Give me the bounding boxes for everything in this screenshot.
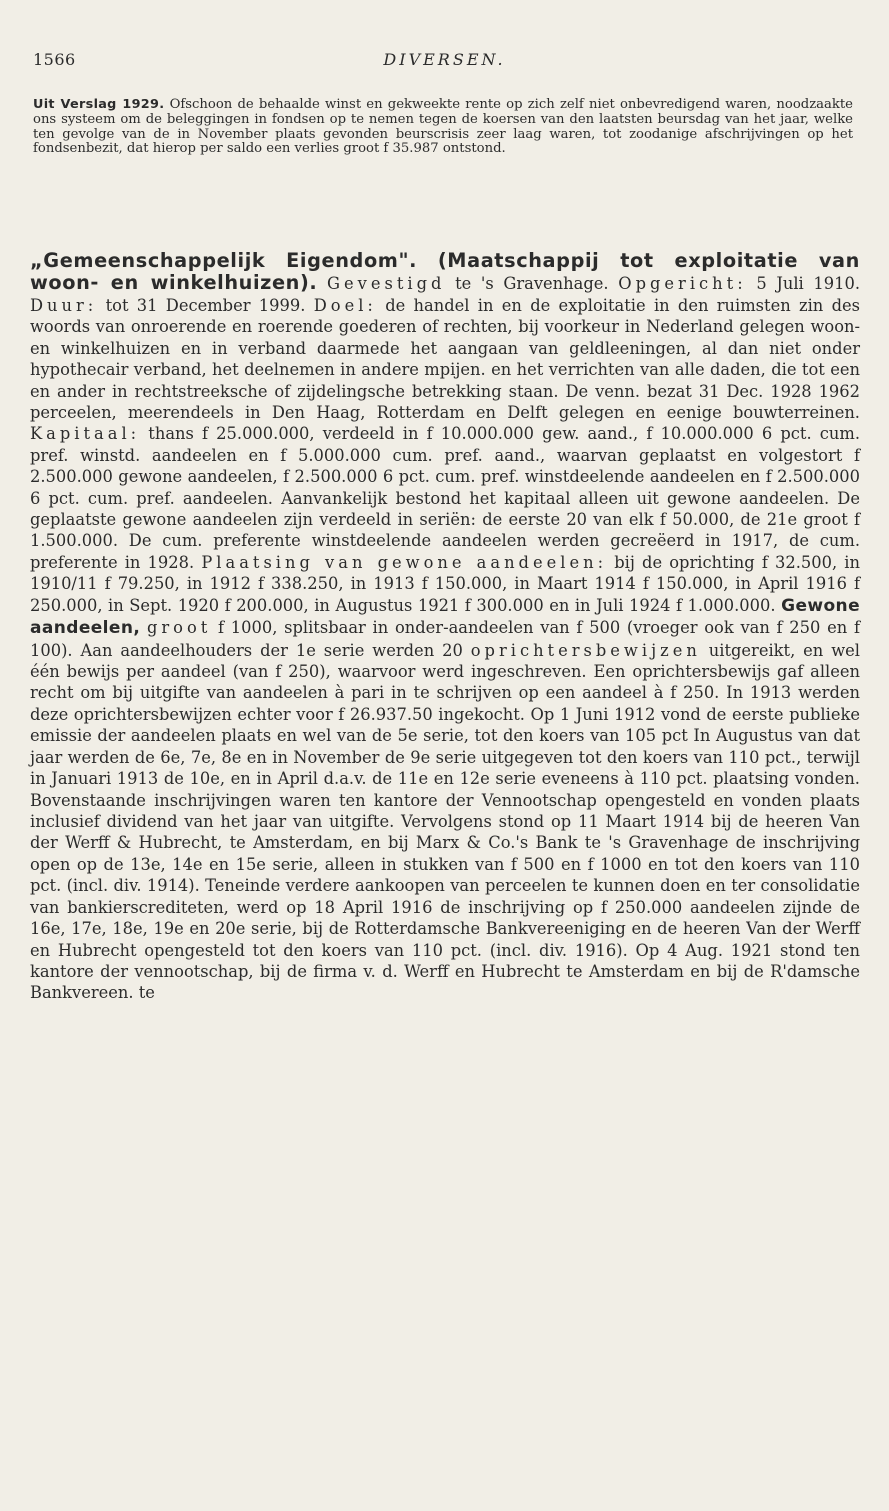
article-text-3: 5 Juli 1910. bbox=[746, 274, 860, 294]
article-heading: „Gemeenschappelijk Eigendom". (Maatschappij tot exploitatie van woon- en winkelhuizen). bbox=[30, 249, 860, 295]
label-kapitaal: Kapitaal: bbox=[30, 424, 141, 444]
report-lead: Uit Verslag 1929. bbox=[33, 97, 165, 112]
label-plaatsing: Plaatsing van gewone aandeelen: bbox=[201, 552, 608, 572]
article-text-1 bbox=[317, 274, 327, 293]
label-oprichtersbewijzen: oprichtersbewijzen bbox=[470, 640, 701, 660]
article-text-2: te 's Gravenhage. bbox=[445, 274, 619, 294]
article-text-10: uitgereikt, en wel één bewijs per aandeel (van f 250), waarvoor werd ingeschreven. Een oprichtersbewijs gaf alleen recht om bij uitgifte van aandeelen à pari in te schrijven op een aandeel à f 250. In 1913 werden deze oprichtersbewijzen echter voor f 26.937.50 ingekocht. Op 1 Juni 1912 vond de eerste publieke emissie der aandeelen plaats en wel van de 5e serie, tot den koers van 105 pct In Augustus van dat jaar werden de 6e, 7e, 8e en in November de 9e serie uitgegeven tot den koers van 110 pct., terwijl in Januari 1913 de 10e, en in April d.a.v. de 11e en 12e serie eveneens à 110 pct. plaatsing vonden. Bovenstaande inschrijvingen waren ten kantore der Vennootschap opengesteld en vonden plaats inclusief dividend van het jaar van uitgifte. Vervolgens stond op 11 Maart 1914 bij de heeren Van der Werff & Hubrecht, te Amsterdam, en bij Marx & Co.'s Bank te 's Gravenhage de inschrijving open op de 13e, 14e en 15e serie, alleen in stukken van f 500 en f 1000 en tot den koers van 110 pct. (incl. div. 1914). Teneinde verdere aankoopen van perceelen te kunnen doen en ter consolidatie van bankierscrediteten, werd op 18 April 1916 de inschrijving op f 250.000 aandeelen zijnde de 16e, 17e, 18e, 19e en 20e serie, bij de Rotterdamsche Bankvereeniging en de heeren Van der Werff en Hubrecht opengesteld tot den koers van 110 pct. (incl. div. 1916). Op 4 Aug. 1921 stond ten kantore der vennootschap, bij de firma v. d. Werff en Hubrecht te Amsterdam en bij de R'damsche Bankvereen. te bbox=[30, 640, 860, 1003]
label-opgericht: Opgericht: bbox=[618, 274, 747, 294]
article-text-5: de handel in en de exploitatie in den ruimsten zin des woords van onroerende en roerende goederen of rechten, bij voorkeur in Nederland gelegen woon- en winkelhuizen en in verband daarmede het aangaan van geldleeningen, al dan niet onder hypothecair verband, het deelnemen in andere mpijen. en het verrichten van alle daden, die tot een en ander in rechtstreeksche of zijdelingsche betrekking staan. De venn. bezat 31 Dec. 1928 1962 perceelen, meerendeels in Den Haag, Rotterdam en Delft gelegen en eenige bouwterreinen. bbox=[30, 295, 860, 422]
label-doel: Doel: bbox=[313, 295, 377, 315]
article-text-8 bbox=[140, 618, 147, 637]
report-text: Ofschoon de behaalde winst en gekweekte rente op zich zelf niet onbevredigend waren, noodzaakte ons systeem om de beleggingen in fondsen op te nemen tegen de koersen van den laatsten beursdag van het jaar, welke ten gevolge van de in November plaats gevonden beurscrisis zeer laag waren, tot zoodanige afschrijvingen op het fondsenbezit, dat hierop per saldo een verlies groot f 35.987 ontstond. bbox=[33, 97, 853, 157]
report-paragraph bbox=[33, 98, 853, 157]
label-gewone-aandeelen: Gewone aandeelen, bbox=[30, 595, 860, 639]
page-number: 1566 bbox=[33, 50, 76, 69]
label-duur: Duur: bbox=[30, 295, 98, 315]
running-head: DIVERSEN. bbox=[383, 50, 506, 69]
article-text-7: bij de oprichting f 32.500, in 1910/11 f 79.250, in 1912 f 338.250, in 1913 f 150.000, in Maart 1914 f 150.000, in April 1916 f 250.000, in Sept. 1920 f 200.000, in Augustus 1921 f 300.000 en in Juli 1924 f 1.000.000. bbox=[30, 552, 860, 615]
article-text-9: f 1000, splitsbaar in onder-aandeelen van f 500 (vroeger ook van f 250 en f 100). Aan aandeelhouders der 1e serie werden 20 bbox=[30, 618, 860, 660]
page-header bbox=[33, 50, 856, 80]
article-body bbox=[30, 250, 860, 1004]
article-text-4: tot 31 December 1999. bbox=[97, 295, 314, 315]
article-text-6: thans f 25.000.000, verdeeld in f 10.000.000 gew. aand., f 10.000.000 6 pct. cum. pref. winstd. aandeelen en f 5.000.000 cum. pref. aand., waarvan geplaatst en volgestort f 2.500.000 gewone aandeelen, f 2.500.000 6 pct. cum. pref. winstdeelende aandeelen en f 2.500.000 6 pct. cum. pref. aandeelen. Aanvankelijk bestond het kapitaal alleen uit gewone aandeelen. De geplaatste gewone aandeelen zijn verdeeld in seriën: de eerste 20 van elk f 50.000, de 21e groot f 1.500.000. De cum. preferente winstdeelende aandeelen werden gecreëerd in 1917, de cum. preferente in 1928. bbox=[30, 424, 860, 572]
label-gevestigd: Gevestigd bbox=[327, 274, 446, 294]
label-groot: groot bbox=[146, 618, 212, 638]
